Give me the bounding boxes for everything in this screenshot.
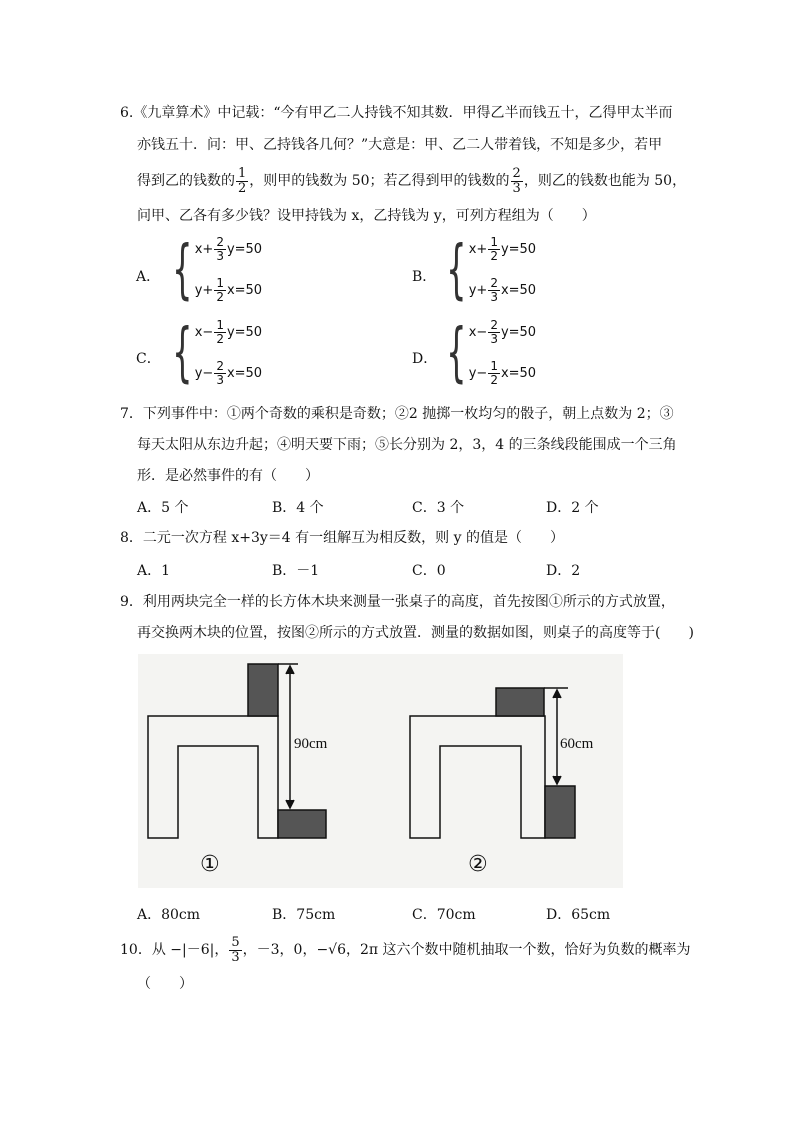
q9-option-b[interactable]: B．75cm [272, 907, 336, 923]
wood-block-top [496, 688, 544, 716]
fig2-number: ② [468, 852, 488, 877]
q6-line-3a: 得到乙的钱数的 [137, 173, 235, 189]
brace-icon: { [446, 233, 467, 307]
fraction-five-thirds: $\frac{5}{3}$ [231, 934, 240, 965]
table-height-figure [138, 654, 623, 888]
q9-line-1: 9．利用两块完全一样的长方体木块来测量一张桌子的高度，首先按图①所示的方式放置， [120, 594, 675, 610]
wood-block-top [248, 664, 278, 716]
equation: x+ $\frac{1}{2}$ y=50 [468, 235, 537, 263]
q6-option-d-label[interactable]: D． [412, 351, 438, 367]
q8-line-1: 8．二元一次方程 x+3y＝4 有一组解互为相反数，则 y 的值是（ ） [120, 530, 564, 546]
q8-option-b[interactable]: B．－1 [272, 563, 320, 579]
q6-option-a-label[interactable]: A． [136, 269, 161, 285]
q10-line-1 [120, 932, 691, 968]
equation: y− $\frac{2}{3}$ x=50 [194, 359, 263, 387]
q7-line-1: 7．下列事件中：①两个奇数的乘积是奇数；②2 抛掷一枚均匀的骰子，朝上点数为 2；③ [120, 406, 674, 422]
q7-option-b[interactable]: B．4 个 [272, 500, 324, 516]
q9-option-d[interactable]: D．65cm [546, 907, 611, 923]
equation: x− $\frac{1}{2}$ y=50 [194, 318, 263, 346]
q10-line-1a: 10．从 −|－6|， [120, 942, 229, 958]
q6-option-a-system[interactable] [162, 233, 263, 307]
fig1-number: ① [200, 852, 220, 877]
q8-option-a[interactable]: A．1 [137, 563, 171, 579]
q9-option-a[interactable]: A．80cm [137, 907, 201, 923]
q6-line-3 [137, 163, 686, 199]
q6-option-c-system[interactable] [162, 316, 263, 390]
q7-option-d[interactable]: D．2 个 [546, 500, 599, 516]
equation: y+ $\frac{1}{2}$ x=50 [194, 276, 263, 304]
equation: y− $\frac{1}{2}$ x=50 [468, 359, 537, 387]
q6-option-b-system[interactable] [436, 233, 537, 307]
q6-option-d-system[interactable] [436, 316, 537, 390]
q8-option-c[interactable]: C．0 [412, 563, 446, 579]
brace-icon: { [446, 316, 467, 390]
q7-line-2: 每天太阳从东边升起；④明天要下雨；⑤长分别为 2，3，4 的三条线段能围成一个三角 [137, 437, 677, 453]
equation: y+ $\frac{2}{3}$ x=50 [468, 276, 537, 304]
q6-line-2: 亦钱五十．问：甲、乙持钱各几何？”大意是：甲、乙二人带着钱，不知是多少，若甲 [137, 137, 663, 153]
q7-option-c[interactable]: C．3 个 [412, 500, 465, 516]
q6-line-1: 6.《九章算术》中记载：“今有甲乙二人持钱不知其数．甲得乙半而钱五十，乙得甲太半而 [120, 105, 673, 121]
q6-option-c-label[interactable]: C． [136, 351, 161, 367]
q6-line-3b: ，则甲的钱数为 50；若乙得到甲的钱数的 [249, 173, 510, 189]
q6-line-3c: ，则乙的钱数也能为 50， [523, 173, 687, 189]
fraction-two-thirds: $\frac{2}{3}$ [512, 165, 521, 196]
wood-block-bottom [278, 810, 326, 838]
q10-line-2: （ ） [137, 976, 193, 992]
brace-icon: { [172, 233, 193, 307]
q9-option-c[interactable]: C．70cm [412, 907, 476, 923]
q9-line-2: 再交换两木块的位置，按图②所示的方式放置．测量的数据如图，则桌子的高度等于( ) [137, 625, 694, 641]
q8-option-d[interactable]: D．2 [546, 563, 581, 579]
fig2-measure-label: 60cm [560, 736, 594, 752]
fraction-one-half: $\frac{1}{2}$ [238, 165, 247, 196]
equation: x− $\frac{2}{3}$ y=50 [468, 318, 537, 346]
wood-block-bottom [545, 786, 575, 838]
q10-line-1b: ，－3，0，−√6，2π 这六个数中随机抽取一个数，恰好为负数的概率为 [242, 942, 691, 958]
fig1-measure-label: 90cm [294, 736, 328, 752]
q7-option-a[interactable]: A．5 个 [137, 500, 189, 516]
brace-icon: { [172, 316, 193, 390]
equation: x+ $\frac{2}{3}$ y=50 [194, 235, 263, 263]
q6-option-b-label[interactable]: B． [412, 269, 437, 285]
q6-line-4: 问甲、乙各有多少钱？设甲持钱为 x，乙持钱为 y，可列方程组为（ ） [137, 208, 596, 224]
q7-line-3: 形．是必然事件的有（ ） [137, 468, 319, 484]
